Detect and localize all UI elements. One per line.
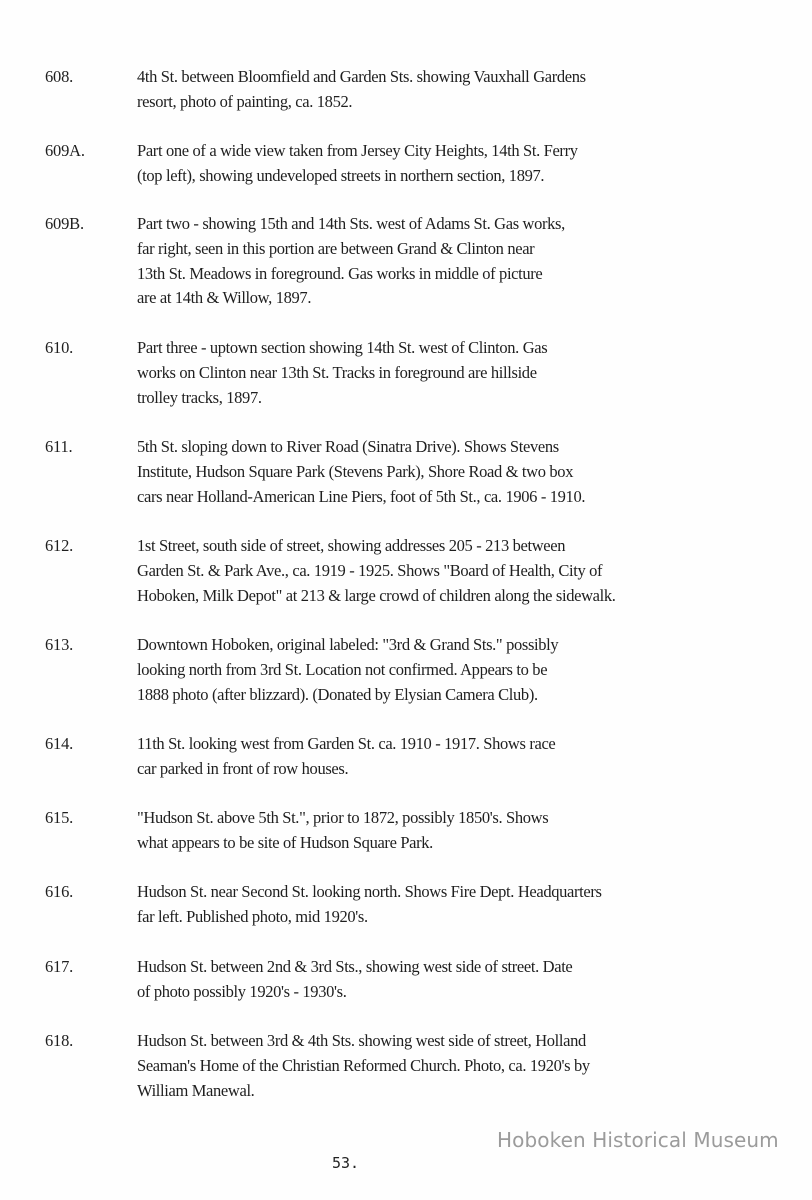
entry-number: 616. <box>45 882 74 901</box>
entry-description <box>137 212 697 311</box>
entry-number: 617. <box>45 957 74 976</box>
description-line: Part two - showing 15th and 14th Sts. west of Adams St. Gas works, <box>137 214 565 233</box>
description-line: 5th St. sloping down to River Road (Sinatra Drive). Shows Stevens <box>137 437 559 456</box>
description-line: Hoboken, Milk Depot" at 213 & large crowd of children along the sidewalk. <box>137 585 616 605</box>
entry-description <box>137 880 697 930</box>
description-line: 13th St. Meadows in foreground. Gas works in middle of picture <box>137 263 543 283</box>
description-line: cars near Holland-American Line Piers, foot of 5th St., ca. 1906 - 1910. <box>137 486 586 506</box>
description-line: 11th St. looking west from Garden St. ca. 1910 - 1917. Shows race <box>137 734 556 753</box>
entry-description <box>137 534 697 608</box>
page-number: 53. <box>332 1154 360 1172</box>
description-line: works on Clinton near 13th St. Tracks in foreground are hillside <box>137 362 537 382</box>
entry-number: 611. <box>45 437 73 456</box>
description-line: William Manewal. <box>137 1080 255 1100</box>
entry-description <box>137 139 697 189</box>
description-line: Institute, Hudson Square Park (Stevens Park), Shore Road & two box <box>137 461 574 481</box>
description-line: 1888 photo (after blizzard). (Donated by Elysian Camera Club). <box>137 684 538 704</box>
description-line: "Hudson St. above 5th St.", prior to 1872, possibly 1850's. Shows <box>137 808 549 827</box>
entry-description <box>137 435 697 509</box>
entry-description <box>137 1029 697 1103</box>
description-line: Seaman's Home of the Christian Reformed Church. Photo, ca. 1920's by <box>137 1055 590 1075</box>
description-line: 4th St. between Bloomfield and Garden Sts. showing Vauxhall Gardens <box>137 67 586 86</box>
entry-number: 609A. <box>45 141 85 160</box>
description-line: Downtown Hoboken, original labeled: "3rd & Grand Sts." possibly <box>137 635 559 654</box>
entry-description <box>137 65 697 115</box>
description-line: Hudson St. between 2nd & 3rd Sts., showing west side of street. Date <box>137 957 573 976</box>
entry-number: 608. <box>45 67 74 86</box>
description-line: (top left), showing undeveloped streets in northern section, 1897. <box>137 165 545 185</box>
description-line: Part one of a wide view taken from Jersey City Heights, 14th St. Ferry <box>137 141 578 160</box>
description-line: resort, photo of painting, ca. 1852. <box>137 91 353 111</box>
museum-watermark: Hoboken Historical Museum <box>497 1128 779 1152</box>
entry-description <box>137 806 697 856</box>
entry-description <box>137 955 697 1005</box>
description-line: Part three - uptown section showing 14th St. west of Clinton. Gas <box>137 338 548 357</box>
entry-number: 618. <box>45 1031 74 1050</box>
entry-number: 615. <box>45 808 74 827</box>
description-line: are at 14th & Willow, 1897. <box>137 288 312 308</box>
description-line: car parked in front of row houses. <box>137 758 349 778</box>
description-line: far left. Published photo, mid 1920's. <box>137 906 368 926</box>
description-line: Garden St. & Park Ave., ca. 1919 - 1925. Shows "Board of Health, City of <box>137 560 603 580</box>
entry-number: 609B. <box>45 214 84 233</box>
description-line: trolley tracks, 1897. <box>137 387 262 407</box>
description-line: looking north from 3rd St. Location not confirmed. Appears to be <box>137 659 548 679</box>
description-line: Hudson St. between 3rd & 4th Sts. showing west side of street, Holland <box>137 1031 586 1050</box>
entry-number: 614. <box>45 734 74 753</box>
entry-description <box>137 732 697 782</box>
description-line: 1st Street, south side of street, showing addresses 205 - 213 between <box>137 536 566 555</box>
entry-description <box>137 633 697 707</box>
entry-number: 612. <box>45 536 74 555</box>
description-line: of photo possibly 1920's - 1930's. <box>137 981 347 1001</box>
description-line: what appears to be site of Hudson Square Park. <box>137 832 433 852</box>
description-line: Hudson St. near Second St. looking north. Shows Fire Dept. Headquarters <box>137 882 602 901</box>
entry-description <box>137 336 697 410</box>
entry-number: 610. <box>45 338 74 357</box>
entry-number: 613. <box>45 635 74 654</box>
description-line: far right, seen in this portion are between Grand & Clinton near <box>137 238 535 258</box>
